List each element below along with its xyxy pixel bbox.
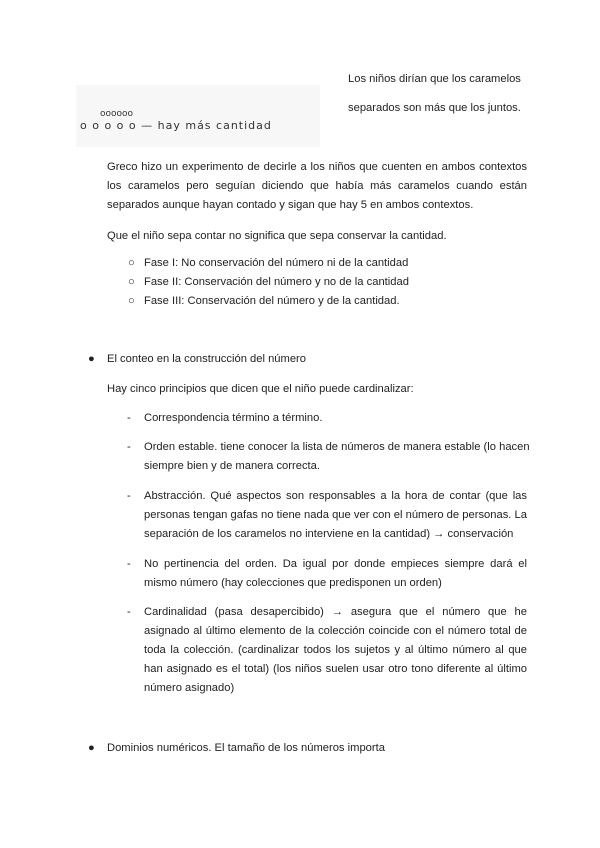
principle-line: personas tengan gafas no tiene nada que ver con el número de personas. La [144, 509, 527, 521]
section-title: Dominios numéricos. El tamaño de los números importa [107, 742, 385, 754]
principle-line: separación de los caramelos no interviene en la cantidad) → conservación [144, 528, 514, 540]
circle-bullet-icon: ○ [128, 295, 135, 307]
phase-text: Fase III: Conservación del número y de la cantidad. [144, 295, 400, 307]
dash-bullet: - [127, 441, 131, 453]
principle-line: Cardinalidad (pasa desapercibido) → asegura que el número que he [144, 606, 527, 618]
principle-line: Abstracción. Qué aspectos son responsables a la hora de contar (que las [144, 490, 527, 502]
circle-bullet-icon: ○ [128, 276, 135, 288]
disc-bullet-icon: ● [88, 353, 95, 365]
principle-line: asignado al último elemento de la colección coincide con el número total de [144, 625, 527, 637]
dash-bullet: - [127, 412, 131, 424]
paragraph-line: separados aunque hayan contado y sigan que hay 5 en ambos contextos. [107, 199, 474, 211]
paragraph-greco [107, 158, 527, 215]
paragraph-conservation: Que el niño sepa contar no significa que sepa conservar la cantidad. [107, 230, 447, 242]
circle-bullet-icon: ○ [128, 257, 135, 269]
disc-bullet-icon: ● [88, 742, 95, 754]
sketch-top-text: oooooo [100, 109, 134, 119]
principle-line: han asignado es el total) (los niños suelen usar otro tono diferente al último [144, 663, 527, 675]
dash-bullet: - [127, 558, 131, 570]
paragraph-line: Greco hizo un experimento de decirle a los niños que cuenten en ambos contextos [107, 161, 527, 173]
principle-line: número asignado) [144, 682, 235, 694]
phase-text: Fase II: Conservación del número y no de la cantidad [144, 276, 409, 288]
paragraph-line: los caramelos pero seguían diciendo que había más caramelos cuando están [107, 180, 527, 192]
side-note-line2: separados son más que los juntos. [348, 102, 521, 114]
side-note-line1: Los niños dirían que los caramelos [348, 73, 521, 85]
phase-text: Fase I: No conservación del número ni de la cantidad [144, 257, 409, 269]
principle-line: mismo número (hay colecciones que predisponen un orden) [144, 577, 442, 589]
sketch-drawing [76, 85, 320, 147]
principle-line: Orden estable. tiene conocer la lista de números de manera estable (lo hacen [144, 441, 530, 453]
principle-line: toda la colección. (cardinalizar todos los sujetos y al último número al que [144, 644, 527, 656]
principle-line: No pertinencia del orden. Da igual por donde empieces siempre dará el [144, 558, 527, 570]
section-intro: Hay cinco principios que dicen que el niño puede cardinalizar: [107, 383, 414, 395]
handwritten-sketch [76, 85, 320, 147]
principle-line: siempre bien y de manera correcta. [144, 460, 320, 472]
dash-bullet: - [127, 606, 131, 618]
sketch-bottom-text: o o o o o — hay más cantidad [80, 119, 272, 132]
dash-bullet: - [127, 490, 131, 502]
principle-line: Correspondencia término a término. [144, 412, 323, 424]
section-title: El conteo en la construcción del número [107, 353, 307, 365]
